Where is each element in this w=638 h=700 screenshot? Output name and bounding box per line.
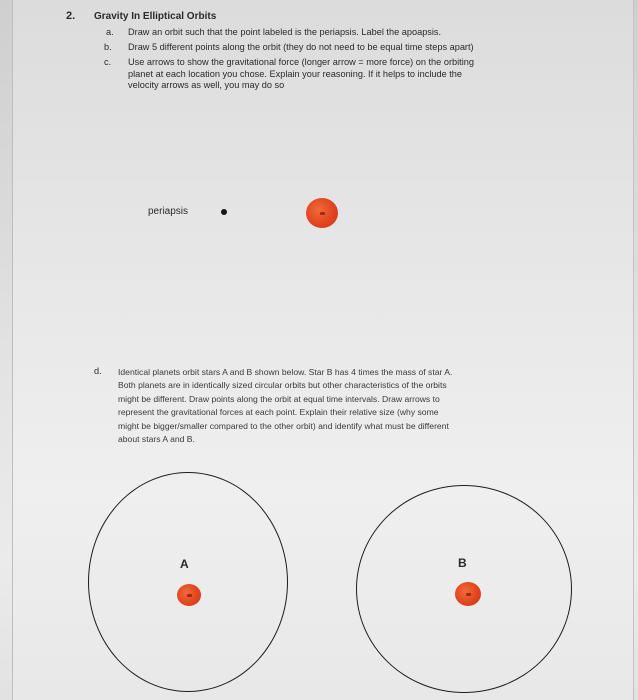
- star-b: [455, 582, 481, 606]
- part-d-line-5: might be bigger/smaller compared to the other orbit) and identify what must be different: [118, 420, 449, 431]
- part-c-line-1: Use arrows to show the gravitational force (longer arrow = more force) on the orbiting: [128, 57, 474, 67]
- part-c-line-2: planet at each location you chose. Explain your reasoning. If it helps to include the: [128, 68, 463, 79]
- part-d-line-1: Identical planets orbit stars A and B shown below. Star B has 4 times the mass of star A.: [118, 367, 453, 377]
- part-a-text: [128, 27, 441, 39]
- part-c-letter: c.: [104, 57, 112, 67]
- part-c-text: [128, 57, 474, 92]
- star-b-label: B: [458, 556, 467, 570]
- part-d-line-2: Both planets are in identically sized circular orbits but other characteristics of the orbits: [118, 380, 447, 391]
- periapsis-point: [221, 209, 227, 215]
- part-c-line-3: velocity arrows as well, you may do so: [128, 80, 285, 90]
- part-d-text: [118, 366, 452, 446]
- part-d-line-3: might be different. Draw points along the orbit at equal time intervals. Draw arrows to: [118, 393, 440, 404]
- part-d-line-4: represent the gravitational forces at each point. Explain their relative size (why some: [118, 407, 439, 418]
- star-a: [177, 584, 201, 606]
- part-b-line-1: Draw 5 different points along the orbit (they do not need to be equal time steps apart): [128, 42, 474, 52]
- central-star: [306, 198, 338, 228]
- periapsis-label: periapsis: [148, 206, 189, 217]
- part-b-letter: b.: [104, 42, 112, 52]
- part-a-letter: a.: [106, 27, 114, 37]
- star-a-label: A: [180, 557, 189, 571]
- part-a-line-1: Draw an orbit such that the point labeled is the periapsis. Label the apoapsis.: [128, 27, 442, 37]
- question-number: 2.: [66, 10, 76, 22]
- orbit-a: [88, 472, 288, 692]
- part-d-line-6: about stars A and B.: [118, 434, 195, 445]
- part-b-text: [128, 42, 474, 54]
- part-d-letter: d.: [94, 366, 102, 376]
- question-title: Gravity In Elliptical Orbits: [94, 11, 217, 22]
